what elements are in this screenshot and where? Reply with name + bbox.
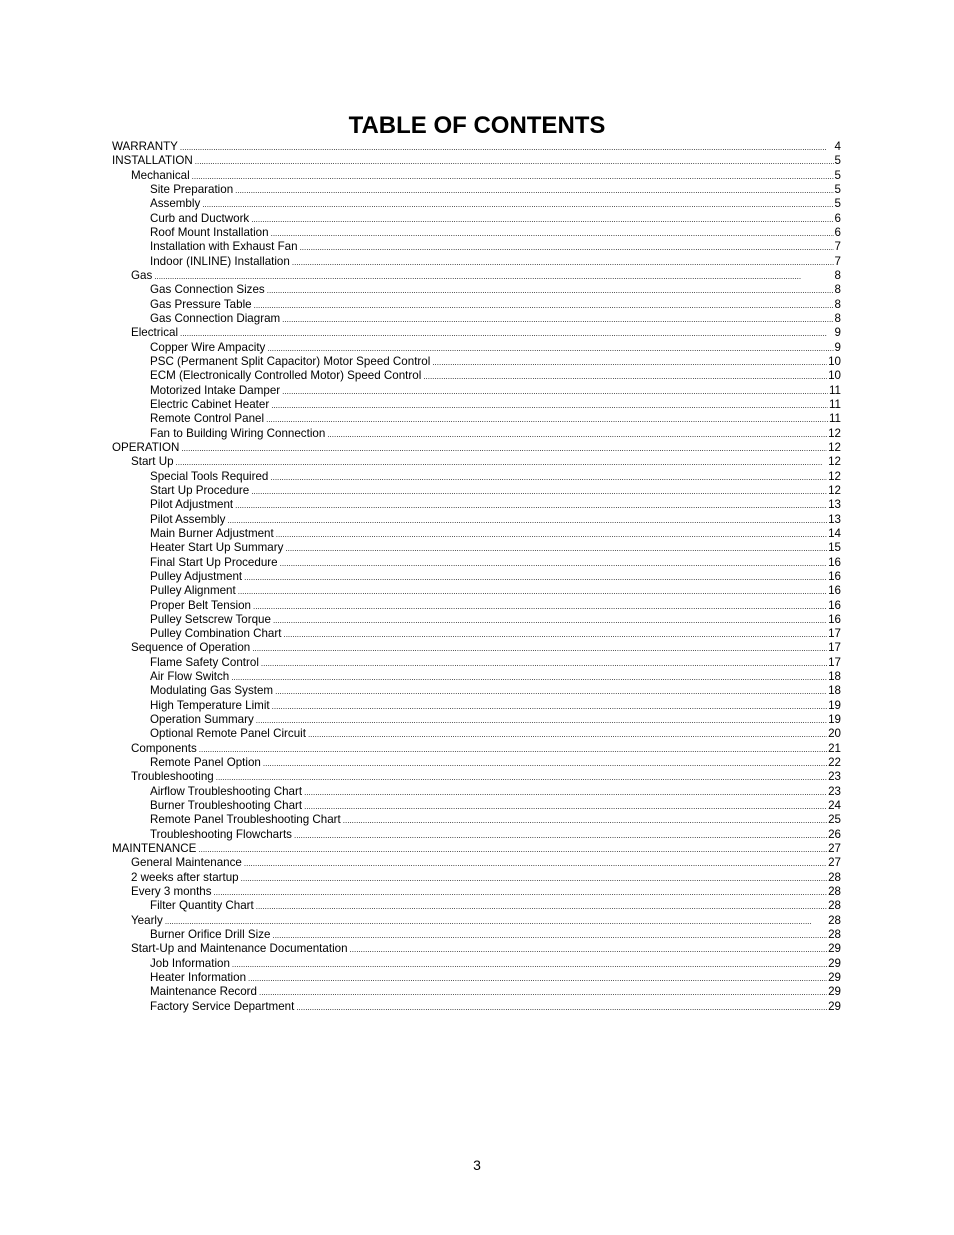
toc-entry-page: 29 xyxy=(828,956,841,970)
dot-leader xyxy=(266,412,828,427)
toc-entry-title: Optional Remote Panel Circuit xyxy=(150,727,306,741)
toc-entry-page: 5 xyxy=(834,182,841,196)
toc-entry-title: Maintenance Record xyxy=(150,985,257,999)
toc-entry-page: 12 xyxy=(828,426,841,440)
toc-entry-title: Curb and Ductwork xyxy=(150,211,250,225)
toc-entry-title: INSTALLATION xyxy=(112,154,193,168)
toc-entry-page: 28 xyxy=(828,885,841,899)
toc-entry[interactable] xyxy=(112,799,841,813)
dot-leader xyxy=(154,269,833,284)
toc-entry-title: Every 3 months xyxy=(131,885,212,899)
toc-entry-title: Motorized Intake Damper xyxy=(150,383,281,397)
toc-entry-title: Airflow Troubleshooting Chart xyxy=(150,784,303,798)
toc-entry[interactable] xyxy=(112,928,841,942)
dot-leader xyxy=(176,455,828,470)
toc-entry-page: 12 xyxy=(828,469,841,483)
dot-leader xyxy=(282,384,828,399)
dot-leader xyxy=(244,856,827,871)
dot-leader xyxy=(282,312,833,327)
dot-leader xyxy=(263,756,827,771)
toc-entry-title: Mechanical xyxy=(131,168,190,182)
toc-entry-title: Air Flow Switch xyxy=(150,670,230,684)
toc-entry[interactable] xyxy=(112,484,841,498)
toc-entry-title: Remote Control Panel xyxy=(150,412,265,426)
toc-entry-title: Fan to Building Wiring Connection xyxy=(150,426,326,440)
dot-leader xyxy=(256,899,827,914)
toc-entry-title: Assembly xyxy=(150,197,201,211)
dot-leader xyxy=(195,154,834,169)
toc-entry[interactable] xyxy=(112,140,841,154)
toc-entry-page: 12 xyxy=(828,455,841,469)
toc-entry-page: 29 xyxy=(828,985,841,999)
toc-entry[interactable] xyxy=(112,312,841,326)
toc-entry-title: Roof Mount Installation xyxy=(150,225,269,239)
toc-entry-page: 4 xyxy=(834,140,841,153)
dot-leader xyxy=(327,427,827,442)
toc-entry[interactable] xyxy=(112,727,841,741)
toc-entry-title: Electric Cabinet Heater xyxy=(150,397,270,411)
dot-leader xyxy=(235,183,833,198)
dot-leader xyxy=(296,1000,827,1015)
toc-entry[interactable] xyxy=(112,971,841,985)
toc-entry-title: Sequence of Operation xyxy=(131,641,251,655)
toc-entry-page: 12 xyxy=(828,440,841,454)
toc-entry-page: 19 xyxy=(828,698,841,712)
toc-entry[interactable] xyxy=(112,770,841,784)
dot-leader xyxy=(308,727,827,742)
toc-entry[interactable] xyxy=(112,556,841,570)
toc-entry-page: 29 xyxy=(828,971,841,985)
toc-entry-title: 2 weeks after startup xyxy=(131,870,239,884)
dot-leader xyxy=(181,441,827,456)
toc-entry-title: Site Preparation xyxy=(150,182,234,196)
toc-entry[interactable] xyxy=(112,713,841,727)
toc-entry-title: WARRANTY xyxy=(112,140,178,153)
dot-leader xyxy=(272,699,827,714)
toc-entry[interactable] xyxy=(112,670,841,684)
toc-entry-page: 11 xyxy=(828,412,841,426)
toc-entry-page: 17 xyxy=(828,641,841,655)
table-of-contents xyxy=(112,140,841,1014)
toc-entry-title: Pulley Alignment xyxy=(150,584,236,598)
toc-entry[interactable] xyxy=(112,699,841,713)
toc-entry-page: 11 xyxy=(828,397,841,411)
toc-entry[interactable] xyxy=(112,355,841,369)
toc-entry[interactable] xyxy=(112,427,841,441)
dot-leader xyxy=(244,570,827,585)
toc-entry-page: 26 xyxy=(828,827,841,841)
toc-entry[interactable] xyxy=(112,197,841,211)
toc-entry-title: Gas Connection Diagram xyxy=(150,311,281,325)
toc-entry[interactable] xyxy=(112,957,841,971)
toc-entry-page: 5 xyxy=(834,168,841,182)
toc-entry[interactable] xyxy=(112,298,841,312)
toc-entry-title: Main Burner Adjustment xyxy=(150,526,274,540)
toc-entry-title: Start Up Procedure xyxy=(150,483,250,497)
toc-entry-title: Copper Wire Ampacity xyxy=(150,340,266,354)
toc-entry-title: Heater Information xyxy=(150,971,247,985)
dot-leader xyxy=(254,298,834,313)
dot-leader xyxy=(292,255,834,270)
toc-entry-page: 18 xyxy=(828,670,841,684)
toc-entry-page: 28 xyxy=(828,870,841,884)
toc-entry-page: 10 xyxy=(828,354,841,368)
toc-entry-page: 29 xyxy=(828,942,841,956)
toc-entry-page: 17 xyxy=(828,655,841,669)
toc-entry[interactable] xyxy=(112,899,841,913)
toc-entry-page: 14 xyxy=(828,526,841,540)
dot-leader xyxy=(275,684,827,699)
toc-entry-title: Filter Quantity Chart xyxy=(150,899,254,913)
toc-entry-page: 5 xyxy=(834,154,841,168)
dot-leader xyxy=(294,828,827,843)
dot-leader xyxy=(280,556,828,571)
toc-entry[interactable] xyxy=(112,828,841,842)
dot-leader xyxy=(165,914,827,929)
toc-entry[interactable] xyxy=(112,599,841,613)
toc-entry[interactable] xyxy=(112,570,841,584)
toc-entry[interactable] xyxy=(112,871,841,885)
dot-leader xyxy=(232,957,827,972)
toc-entry-title: Gas Pressure Table xyxy=(150,297,252,311)
toc-entry-page: 29 xyxy=(828,999,841,1013)
toc-entry-page: 18 xyxy=(828,684,841,698)
toc-entry-title: Start Up xyxy=(131,455,174,469)
toc-entry[interactable] xyxy=(112,369,841,383)
dot-leader xyxy=(253,599,827,614)
toc-entry-page: 6 xyxy=(834,211,841,225)
toc-entry[interactable] xyxy=(112,412,841,426)
toc-entry[interactable] xyxy=(112,470,841,484)
toc-entry-title: Burner Orifice Drill Size xyxy=(150,928,271,942)
toc-entry-page: 27 xyxy=(828,842,841,856)
toc-entry-title: Troubleshooting xyxy=(131,770,214,784)
toc-entry-title: General Maintenance xyxy=(131,856,242,870)
dot-leader xyxy=(271,398,828,413)
toc-entry-page: 8 xyxy=(834,283,841,297)
dot-leader xyxy=(198,842,827,857)
dot-leader xyxy=(231,670,827,685)
toc-entry[interactable] xyxy=(112,154,841,168)
toc-entry[interactable] xyxy=(112,513,841,527)
dot-leader xyxy=(241,871,827,886)
toc-entry-title: Flame Safety Control xyxy=(150,655,259,669)
dot-leader xyxy=(432,355,827,370)
toc-entry[interactable] xyxy=(112,212,841,226)
toc-entry-title: Pilot Assembly xyxy=(150,512,226,526)
toc-entry-title: Electrical xyxy=(131,326,179,340)
dot-leader xyxy=(343,813,827,828)
toc-entry[interactable] xyxy=(112,498,841,512)
dot-leader xyxy=(267,283,834,298)
dot-leader xyxy=(273,613,827,628)
toc-entry-title: Pulley Setscrew Torque xyxy=(150,612,271,626)
dot-leader xyxy=(202,197,833,212)
toc-entry-page: 13 xyxy=(828,498,841,512)
toc-entry-title: Start-Up and Maintenance Documentation xyxy=(131,942,348,956)
toc-entry[interactable] xyxy=(112,914,841,928)
toc-entry[interactable] xyxy=(112,856,841,870)
toc-entry-page: 12 xyxy=(828,483,841,497)
dot-leader xyxy=(270,470,827,485)
toc-entry-title: Modulating Gas System xyxy=(150,684,274,698)
toc-entry-title: Troubleshooting Flowcharts xyxy=(150,827,292,841)
dot-leader xyxy=(238,584,827,599)
toc-entry-title: Installation with Exhaust Fan xyxy=(150,240,298,254)
toc-entry-title: Components xyxy=(131,741,197,755)
dot-leader xyxy=(283,627,827,642)
dot-leader xyxy=(261,656,827,671)
dot-leader xyxy=(252,641,827,656)
toc-entry-page: 9 xyxy=(834,326,841,340)
toc-entry[interactable] xyxy=(112,169,841,183)
toc-entry[interactable] xyxy=(112,1000,841,1014)
dot-leader xyxy=(251,212,833,227)
toc-entry[interactable] xyxy=(112,226,841,240)
toc-entry-page: 5 xyxy=(834,197,841,211)
toc-entry-page: 8 xyxy=(834,297,841,311)
toc-entry-page: 7 xyxy=(834,254,841,268)
toc-entry-page: 28 xyxy=(828,899,841,913)
toc-entry-page: 27 xyxy=(828,856,841,870)
toc-entry-page: 7 xyxy=(834,240,841,254)
dot-leader xyxy=(304,799,827,814)
dot-leader xyxy=(256,713,827,728)
toc-entry[interactable] xyxy=(112,269,841,283)
toc-entry-page: 8 xyxy=(834,311,841,325)
dot-leader xyxy=(180,140,834,155)
toc-entry-page: 16 xyxy=(828,598,841,612)
toc-entry-page: 16 xyxy=(828,612,841,626)
toc-entry-page: 16 xyxy=(828,569,841,583)
toc-entry-title: PSC (Permanent Split Capacitor) Motor Speed Control xyxy=(150,354,431,368)
dot-leader xyxy=(216,770,827,785)
toc-entry[interactable] xyxy=(112,842,841,856)
dot-leader xyxy=(199,742,827,757)
toc-entry-title: Yearly xyxy=(131,913,163,927)
dot-leader xyxy=(259,985,827,1000)
toc-entry-title: Final Start Up Procedure xyxy=(150,555,278,569)
toc-entry-page: 24 xyxy=(828,799,841,813)
toc-entry[interactable] xyxy=(112,398,841,412)
toc-entry-title: Pulley Adjustment xyxy=(150,569,243,583)
toc-entry[interactable] xyxy=(112,240,841,254)
toc-entry-page: 28 xyxy=(828,913,841,927)
dot-leader xyxy=(300,240,834,255)
dot-leader xyxy=(350,942,828,957)
toc-entry-title: Operation Summary xyxy=(150,713,254,727)
page-number: 3 xyxy=(473,1157,481,1173)
toc-entry-title: Indoor (INLINE) Installation xyxy=(150,254,290,268)
toc-entry[interactable] xyxy=(112,942,841,956)
toc-entry-page: 19 xyxy=(828,713,841,727)
toc-entry[interactable] xyxy=(112,656,841,670)
toc-entry-page: 13 xyxy=(828,512,841,526)
dot-leader xyxy=(180,326,834,341)
toc-entry[interactable] xyxy=(112,455,841,469)
dot-leader xyxy=(272,928,827,943)
toc-entry-title: MAINTENANCE xyxy=(112,842,197,856)
toc-entry-title: Remote Panel Troubleshooting Chart xyxy=(150,813,341,827)
toc-entry-page: 16 xyxy=(828,584,841,598)
toc-entry[interactable] xyxy=(112,885,841,899)
toc-entry-title: ECM (Electronically Controlled Motor) Speed Control xyxy=(150,369,422,383)
toc-entry-title: Gas xyxy=(131,268,153,282)
dot-leader xyxy=(214,885,828,900)
dot-leader xyxy=(304,785,827,800)
toc-entry-title: Factory Service Department xyxy=(150,999,295,1013)
toc-entry[interactable] xyxy=(112,684,841,698)
toc-entry[interactable] xyxy=(112,283,841,297)
toc-entry-title: Proper Belt Tension xyxy=(150,598,251,612)
toc-entry[interactable] xyxy=(112,441,841,455)
toc-entry-page: 22 xyxy=(828,756,841,770)
toc-entry-title: Pulley Combination Chart xyxy=(150,627,282,641)
dot-leader xyxy=(227,513,827,528)
toc-entry-title: Special Tools Required xyxy=(150,469,269,483)
toc-entry[interactable] xyxy=(112,527,841,541)
toc-entry-page: 28 xyxy=(828,928,841,942)
toc-entry-page: 15 xyxy=(828,541,841,555)
dot-leader xyxy=(248,971,827,986)
toc-entry-title: Burner Troubleshooting Chart xyxy=(150,799,303,813)
toc-entry-page: 17 xyxy=(828,627,841,641)
toc-entry-title: High Temperature Limit xyxy=(150,698,270,712)
toc-entry-page: 20 xyxy=(828,727,841,741)
dot-leader xyxy=(235,498,827,513)
dot-leader xyxy=(267,341,833,356)
toc-entry[interactable] xyxy=(112,641,841,655)
toc-entry-title: Heater Start Up Summary xyxy=(150,541,284,555)
toc-entry[interactable] xyxy=(112,326,841,340)
dot-leader xyxy=(271,226,834,241)
toc-entry-page: 11 xyxy=(828,383,841,397)
toc-entry-title: Remote Panel Option xyxy=(150,756,261,770)
toc-entry-page: 9 xyxy=(834,340,841,354)
dot-leader xyxy=(423,369,827,384)
toc-entry[interactable] xyxy=(112,255,841,269)
toc-entry[interactable] xyxy=(112,756,841,770)
toc-entry-page: 25 xyxy=(828,813,841,827)
toc-entry[interactable] xyxy=(112,813,841,827)
toc-entry[interactable] xyxy=(112,384,841,398)
toc-entry[interactable] xyxy=(112,584,841,598)
toc-entry-title: OPERATION xyxy=(112,440,180,454)
toc-entry[interactable] xyxy=(112,785,841,799)
toc-entry-title: Pilot Adjustment xyxy=(150,498,234,512)
toc-entry[interactable] xyxy=(112,341,841,355)
toc-entry-page: 16 xyxy=(828,555,841,569)
toc-entry-page: 21 xyxy=(828,741,841,755)
toc-entry[interactable] xyxy=(112,985,841,999)
toc-entry-title: Job Information xyxy=(150,956,230,970)
toc-entry-title: Gas Connection Sizes xyxy=(150,283,265,297)
toc-entry-page: 23 xyxy=(828,770,841,784)
toc-entry[interactable] xyxy=(112,183,841,197)
dot-leader xyxy=(251,484,827,499)
dot-leader xyxy=(285,541,827,556)
toc-entry[interactable] xyxy=(112,613,841,627)
toc-entry[interactable] xyxy=(112,627,841,641)
toc-entry[interactable] xyxy=(112,742,841,756)
toc-entry-page: 23 xyxy=(828,784,841,798)
toc-entry[interactable] xyxy=(112,541,841,555)
toc-entry-page: 8 xyxy=(834,268,841,282)
toc-entry-page: 6 xyxy=(834,225,841,239)
dot-leader xyxy=(276,527,827,542)
dot-leader xyxy=(192,169,834,184)
page-title: TABLE OF CONTENTS xyxy=(348,112,606,139)
toc-entry-page: 10 xyxy=(828,369,841,383)
